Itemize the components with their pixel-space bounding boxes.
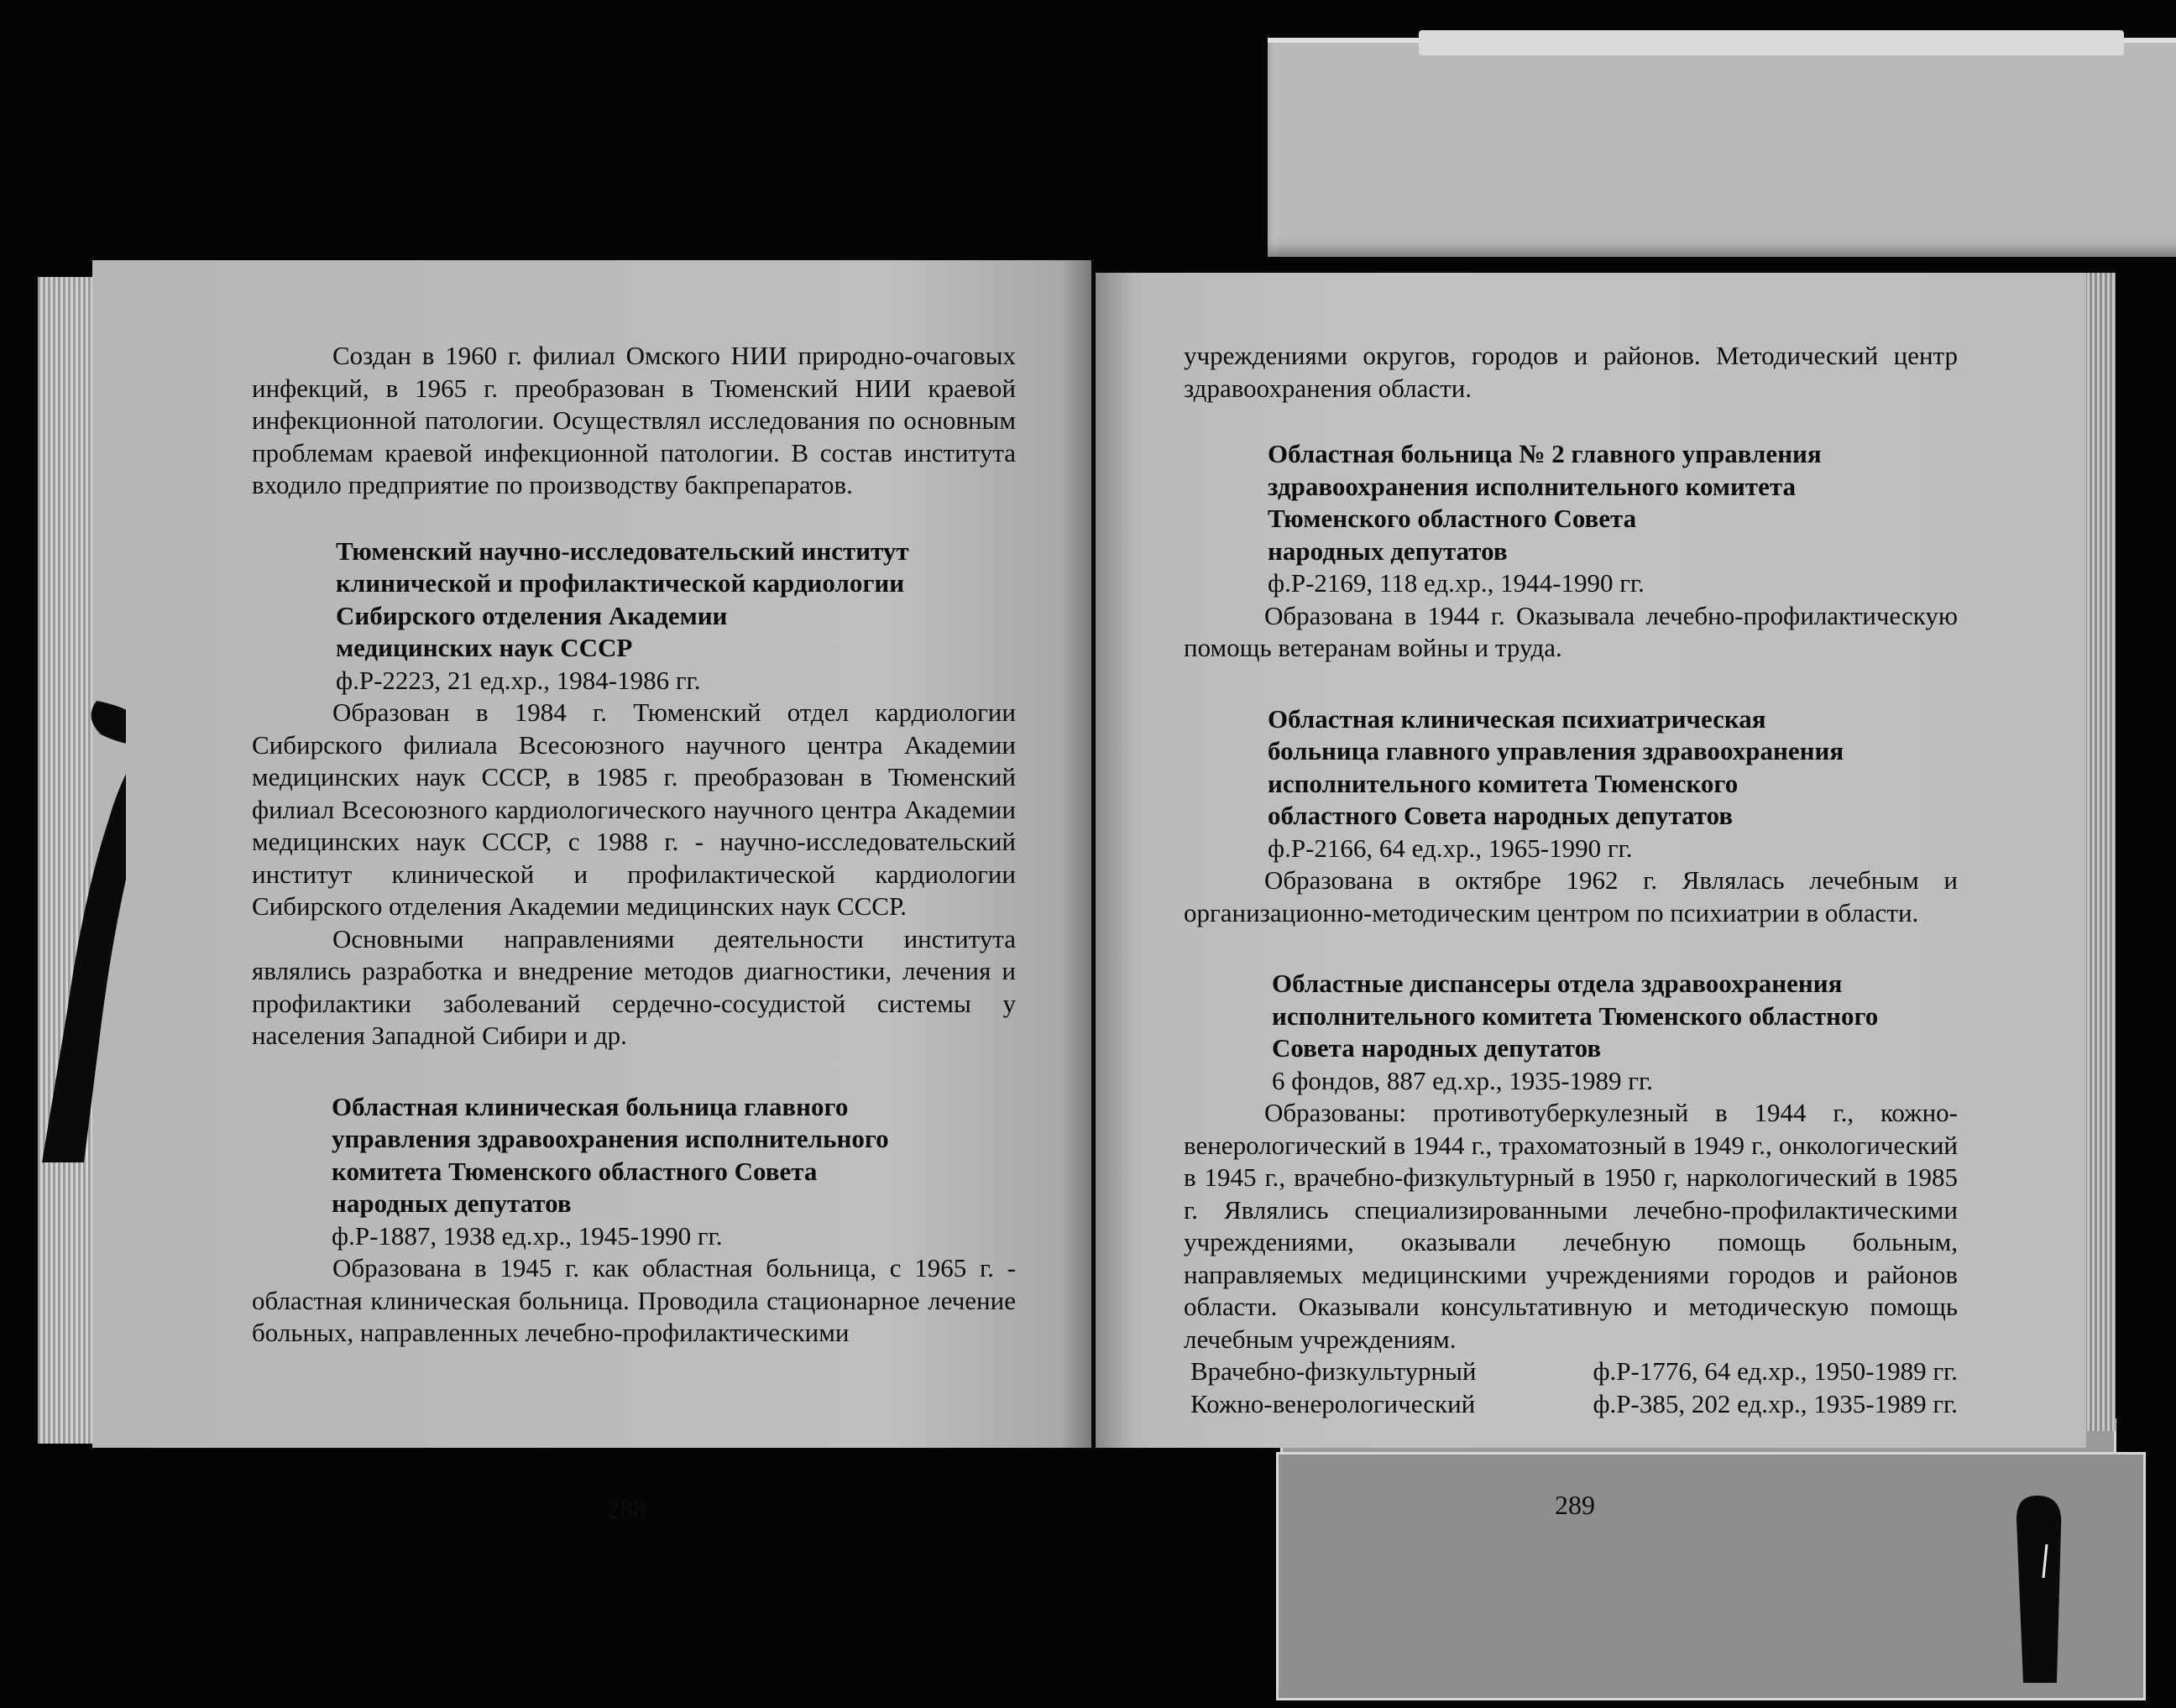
entry-paragraph: Образована в 1944 г. Оказывала лечебно-профилактическую помощь ветеранам войны и труда. (1184, 600, 1958, 662)
entry-paragraph: Образованы: противотуберкулезный в 1944 г., кожно-венерологический в 1944 г., трахоматозный в 1949 г., онкологический в 1945 г., врачебно-физкультурный в 1950 г, наркологический в 1985 г. Являлись специализированными лечебно-профилактическими учреждениями, оказывали лечебную помощь больным, направляемых медицинскими учреждениями городов и районов области. Оказывали консультативную и методическую помощь лечебным учреждениям. (1184, 1098, 1958, 1354)
fond-row (1184, 1355, 1958, 1388)
entry-heading (1184, 438, 1958, 600)
entry-paragraph: Основными направлениями деятельности института являлись разработка и внедрение методов диагностики, лечения и профилактики заболеваний сердечно-сосудистой системы у населения Западной Сибири и др. (252, 923, 1016, 1050)
fond-reference: ф.Р-2166, 64 ед.хр., 1965-1990 гг. (1268, 833, 1633, 863)
entry-title-line: Областные диспансеры отдела здравоохранения (1272, 969, 1843, 998)
fond-ref: ф.Р-385, 202 ед.хр., 1935-1989 гг. (1593, 1388, 1958, 1418)
entry-heading (252, 535, 1016, 697)
entry-title-line: медицинских наук СССР (336, 633, 633, 662)
intro-paragraph: Создан в 1960 г. филиал Омского НИИ природно-очаговых инфекций, в 1965 г. преобразован в Тюменский НИИ краевой инфекционной патологии. Осуществлял исследования по основным проблемам краевой инфекционной патологии. В состав института входило предприятие по производству бакпрепаратов. (252, 341, 1016, 499)
entry-title-line: Тюменский научно-исследовательский институт (336, 535, 909, 566)
entry-title-line: Совета народных депутатов (1272, 1033, 1602, 1063)
entry-paragraph: Образована в 1945 г. как областная больница, с 1965 г. - областная клиническая больница. Проводила стационарное лечение больных, направленных лечебно-профилактическими (252, 1253, 1016, 1347)
entry-title-line: комитета Тюменского областного Совета (332, 1156, 818, 1186)
fond-name: Врачебно-физкультурный (1190, 1356, 1477, 1386)
bookmark-ribbon-left-icon (34, 692, 126, 1162)
page-number-left: 288 (606, 1494, 646, 1524)
entry-title-line: народных депутатов (1268, 535, 1508, 566)
right-page-text (1184, 340, 1958, 1420)
entry-title-line: клинической и профилактической кардиологии (336, 568, 905, 598)
fond-reference: ф.Р-2169, 118 ед.хр., 1944-1990 гг. (1268, 568, 1645, 598)
fond-name: Кожно-венерологический (1190, 1388, 1476, 1418)
entry-title-line: исполнительного комитета Тюменского (1268, 768, 1739, 798)
fond-reference: ф.Р-2223, 21 ед.хр., 1984-1986 гг. (336, 665, 701, 695)
entry-title-line: управления здравоохранения исполнительного (332, 1124, 889, 1153)
entry-heading (1184, 703, 1958, 865)
entry-heading (1184, 968, 1958, 1097)
entry-title-line: народных депутатов (332, 1188, 572, 1218)
entry-title-line: Сибирского отделения Академии (336, 600, 728, 630)
fond-row (1184, 1388, 1958, 1421)
fond-reference: 6 фондов, 887 ед.хр., 1935-1989 гг. (1272, 1065, 1653, 1095)
entry-paragraph: Образована в октябре 1962 г. Являлась лечебным и организационно-методическим центром по психиатрии в области. (1184, 865, 1958, 927)
page-edges-right (2082, 273, 2116, 1431)
continuation-paragraph: учреждениями округов, городов и районов. Методический центр здравоохранения области. (1184, 341, 1958, 403)
entry-title-line: Областная клиническая психиатрическая (1268, 703, 1766, 734)
entry-title-line: исполнительного комитета Тюменского областного (1272, 1000, 1879, 1031)
foam-block-top (1419, 30, 2124, 55)
entry-title-line: больница главного управления здравоохранения (1268, 736, 1844, 765)
entry-title-line: Областная больница № 2 главного управления (1268, 439, 1822, 468)
bookmark-ribbon-right-icon (2015, 1494, 2065, 1683)
entry-title-line: областного Совета народных депутатов (1268, 801, 1734, 830)
page-number-right: 289 (1555, 1490, 1595, 1520)
fond-ref: ф.Р-1776, 64 ед.хр., 1950-1989 гг. (1593, 1356, 1958, 1386)
entry-title-line: здравоохранения исполнительного комитета (1268, 471, 1796, 501)
entry-heading (252, 1091, 1016, 1253)
entry-title-line: Тюменского областного Совета (1268, 504, 1637, 533)
entry-title-line: Областная клиническая больница главного (332, 1091, 849, 1121)
left-page-text (252, 340, 1016, 1350)
entry-paragraph: Образован в 1984 г. Тюменский отдел кардиологии Сибирского филиала Всесоюзного научного центра Академии медицинских наук СССР, в 1985 г. преобразован в Тюменский филиал Всесоюзного кардиологического научного центра Академии медицинских наук СССР, с 1988 г. - научно-исследовательский институт клинической и профилактической кардиологии Сибирского отделения Академии медицинских наук СССР. (252, 697, 1016, 921)
foam-block (1268, 38, 2176, 257)
fond-reference: ф.Р-1887, 1938 ед.хр., 1945-1990 гг. (332, 1220, 723, 1251)
